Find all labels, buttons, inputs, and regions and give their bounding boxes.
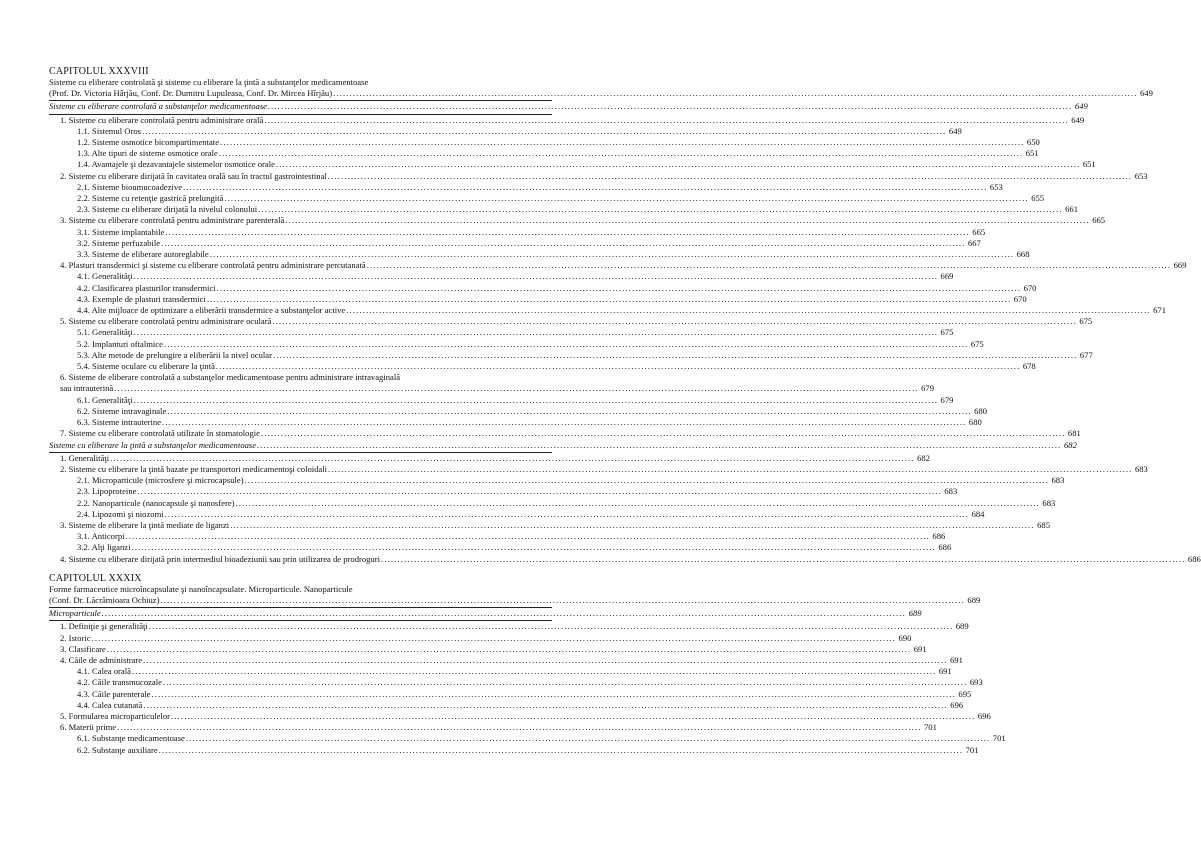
page-number: 678 <box>1022 361 1036 372</box>
toc-entry <box>49 417 982 428</box>
entry-text: 3.1. Sisteme implantabile <box>77 226 165 237</box>
dot-leader <box>163 677 966 688</box>
entry-text: 4. Căile de administrare <box>60 654 143 665</box>
dot-leader <box>367 260 1170 271</box>
entry-text: 3.1. Anticorpi <box>77 531 125 542</box>
dot-leader <box>152 689 955 700</box>
page-number: 665 <box>972 226 986 237</box>
toc-entry <box>49 114 1085 126</box>
toc-entry <box>49 361 1036 372</box>
entry-text: 1.1. Sistemul Oros <box>77 125 141 136</box>
entry-text: Microparticule <box>49 608 101 619</box>
page-number: 650 <box>1026 137 1040 148</box>
entry-text: 4.1. Calea orală <box>77 666 131 677</box>
chapter-authors <box>49 594 981 606</box>
toc-entry <box>49 260 1187 271</box>
entry-text: 2.1. Microparticule (microsfere şi microcapsule) <box>77 475 244 486</box>
dot-leader <box>165 509 968 520</box>
toc-entry <box>49 394 954 406</box>
dot-leader <box>183 182 986 193</box>
dot-leader <box>117 722 920 733</box>
page-number: 683 <box>1051 475 1065 486</box>
entry-text: 5.3. Alte metode de prelungire a eliberării la nivel ocular <box>77 349 272 360</box>
dot-leader <box>107 644 910 655</box>
chapter-subtitle: Sisteme cu eliberare controlată şi sisteme cu eliberare la ţintă a substanţelor medicamentoase <box>49 77 369 87</box>
page-number: 653 <box>1134 170 1148 181</box>
dot-leader <box>92 633 895 644</box>
dot-leader <box>132 666 935 677</box>
toc-entry <box>49 463 1148 475</box>
entry-text: 3. Sisteme de eliberare la ţintă mediate de liganzi <box>60 519 230 530</box>
entry-text: 2.2. Nanoparticule (nanocapsule şi nanosfere) <box>77 497 235 508</box>
toc-entry <box>49 215 1106 226</box>
section-heading <box>49 439 1077 451</box>
page-number: 685 <box>1037 519 1050 530</box>
toc-entry <box>49 249 1030 260</box>
toc-entry <box>49 148 1039 159</box>
toc-entry <box>49 621 969 632</box>
page-number: 686 <box>1187 553 1201 564</box>
toc-entry <box>49 293 1027 305</box>
toc-entry <box>49 237 981 249</box>
toc-entry <box>49 226 986 238</box>
dot-leader <box>258 204 1061 215</box>
entry-text: 5. Sisteme cu eliberare controlată pentru administrare oculară <box>60 316 272 327</box>
chapter-title: CAPITOLUL XXXIX <box>49 572 142 584</box>
toc-entry <box>49 193 1045 204</box>
entry-text: 5.2. Implanturi oftalmice <box>77 338 163 349</box>
toc-entry <box>49 542 952 553</box>
dot-leader <box>216 361 1019 372</box>
page-number: 696 <box>950 699 964 710</box>
page-number: 691 <box>950 654 963 665</box>
entry-text: 1.2. Sisteme osmotice bicompartimentate <box>77 137 220 148</box>
dot-leader <box>257 440 1060 451</box>
page-number: 669 <box>940 271 954 282</box>
toc-entry <box>49 428 1081 439</box>
entry-text: 2.3. Sisteme cu eliberare dirijată la nivelul colonului <box>77 204 258 215</box>
toc-entry <box>49 699 964 711</box>
page-number: 665 <box>1092 215 1106 226</box>
toc-entry <box>49 486 958 497</box>
entry-text: 3. Clasificare <box>60 643 106 654</box>
entry-text: 2. Sisteme cu eliberare la ţintă bazate pe transportori medicamentoşi coloidali <box>60 463 328 474</box>
dot-leader <box>285 215 1088 226</box>
toc-entry <box>49 170 1148 182</box>
dot-leader <box>171 711 974 722</box>
chapter-title: CAPITOLUL XXXVIII <box>49 66 149 77</box>
dot-leader <box>159 745 962 756</box>
dot-leader <box>333 88 1136 99</box>
entry-text: 5.4. Sisteme oculare cu eliberare la ţintă <box>77 361 215 372</box>
entry-text: 2.4. Lipozomi şi niozomi <box>77 508 164 519</box>
dot-leader <box>160 595 963 606</box>
toc-entry <box>49 666 952 677</box>
dot-leader <box>149 621 952 632</box>
page-number: 695 <box>958 688 972 699</box>
toc-entry <box>49 531 946 542</box>
toc-entry <box>49 159 1096 170</box>
toc-entry <box>49 519 1050 531</box>
page-number: 683 <box>1134 463 1148 474</box>
page-number: 696 <box>977 710 991 721</box>
entry-text: 4. Plasturi transdermici şi sisteme cu eliberare controlată pentru administrare percutanată <box>60 260 366 271</box>
toc-entry <box>49 405 988 417</box>
toc-entry <box>49 452 930 464</box>
page-number: 670 <box>1023 282 1037 293</box>
dot-leader <box>126 531 929 542</box>
dot-leader <box>143 655 946 666</box>
dot-leader <box>134 271 937 282</box>
page-number: 701 <box>992 733 1006 744</box>
entry-text: 6. Materii prime <box>60 722 117 733</box>
dot-leader <box>224 193 1027 204</box>
entry-text: 4.2. Clasificarea plasturilor transdermici <box>77 282 216 293</box>
page-number: 701 <box>965 744 979 755</box>
entry-text: 6.2. Sisteme intravaginale <box>77 405 167 416</box>
entry-text: 5.1. Generalităţi <box>77 327 133 338</box>
page-number: 690 <box>898 632 912 643</box>
page-number: 670 <box>1013 293 1027 304</box>
dot-leader <box>102 608 905 619</box>
dot-leader <box>346 305 1149 316</box>
toc-entry <box>49 349 1093 361</box>
toc-entry <box>49 722 937 733</box>
entry-text: 4.2. Căile transmucozale <box>77 677 162 688</box>
page-number: 682 <box>1064 439 1077 450</box>
chapter-authors <box>49 88 1153 99</box>
toc-entry <box>49 204 1078 215</box>
toc-entry <box>49 497 1056 509</box>
entry-text: 1.4. Avantajele şi dezavantajele sistemelor osmotice orale <box>77 159 275 170</box>
toc-entry <box>49 475 1065 486</box>
dot-leader <box>230 520 1033 531</box>
chapter-subtitle: Forme farmaceutice microîncapsulate şi nanoîncapsulate. Microparticule. Nanoparticule <box>49 583 353 594</box>
page-number: 701 <box>924 722 937 733</box>
entry-text: 4.1. Generalităţi <box>77 271 133 282</box>
entry-text: 2.2. Sisteme cu retenţie gastrică prelungită <box>77 193 224 204</box>
page-number: 675 <box>970 338 984 349</box>
entry-text: 2. Sisteme cu eliberare dirijată în cavitatea orală sau în tractul gastrointestinal <box>60 170 327 181</box>
section-heading <box>49 608 922 619</box>
page-number: 653 <box>989 181 1003 192</box>
dot-leader <box>134 395 937 406</box>
page-number: 682 <box>917 452 930 463</box>
entry-text: sau intrauterină <box>60 383 114 394</box>
dot-leader <box>236 498 1039 509</box>
page-number: 683 <box>944 486 958 497</box>
entry-text: 6.2. Substanţe auxiliare <box>77 744 158 755</box>
toc-entry <box>49 137 1040 148</box>
toc-entry <box>49 305 1167 316</box>
dot-leader <box>131 542 934 553</box>
entry-text: 3.2. Alţi liganzi <box>77 542 131 553</box>
dot-leader <box>273 350 1076 361</box>
page-number: 671 <box>1153 305 1167 316</box>
toc-entry <box>49 271 954 282</box>
toc-entry <box>49 733 1006 744</box>
entry-text: 1. Definiţie şi generalităţi <box>60 621 148 632</box>
dot-leader <box>167 406 970 417</box>
page-number: 651 <box>1082 159 1096 170</box>
entry-text: 2.3. Lipoproteine <box>77 486 137 497</box>
page-number: 649 <box>1071 114 1085 125</box>
dot-leader <box>161 238 964 249</box>
entry-text: 1. Sisteme cu eliberare controlată pentru administrare orală <box>60 114 264 125</box>
dot-leader <box>110 453 913 464</box>
entry-text: 1.3. Alte tipuri de sisteme osmotice orale <box>77 148 218 159</box>
entry-text: 2. Istoric <box>60 632 91 643</box>
toc-entry <box>49 338 984 350</box>
page-number: 693 <box>969 677 983 688</box>
entry-text: 4. Sisteme cu eliberare dirijată prin intermediul bioadeziunii sau prin utilizarea de prodroguri <box>60 553 381 564</box>
page-number: 684 <box>971 508 985 519</box>
page-number: 668 <box>1016 249 1030 260</box>
toc-entry <box>49 654 963 666</box>
entry-text: 3.2. Sisteme perfuzabile <box>77 237 161 248</box>
toc-entry <box>49 282 1037 294</box>
entry-text: 4.4. Alte mijloace de optimizare a eliberării transdermice a substanţelor active <box>77 305 346 316</box>
entry-text: 4.3. Căile parenterale <box>77 688 151 699</box>
toc-entry <box>49 744 979 756</box>
page-number: 669 <box>1173 260 1187 271</box>
page-number: 679 <box>940 394 954 405</box>
toc-entry <box>49 372 552 383</box>
dot-leader <box>328 171 1131 182</box>
page-number: 675 <box>1079 316 1093 327</box>
toc-entry <box>49 677 983 688</box>
entry-text: 2.1. Sisteme bioumucoadezive <box>77 181 183 192</box>
page-number: 651 <box>1025 148 1039 159</box>
entry-text: 6.3. Sisteme intrauterine <box>77 417 162 428</box>
entry-text: 4.3. Exemple de plasturi transdermici <box>77 293 206 304</box>
page-number: 689 <box>967 594 981 605</box>
page-number: 649 <box>1074 101 1088 112</box>
page-number: 689 <box>908 608 922 619</box>
toc-entry <box>49 508 985 520</box>
entry-text: (Prof. Dr. Victoria Hârjău, Conf. Dr. Dumitru Lupuleasa, Conf. Dr. Mircea Hîrjău) <box>49 88 333 99</box>
dot-leader <box>165 227 968 238</box>
dot-leader <box>164 339 967 350</box>
toc-entry <box>49 710 991 722</box>
page-number: 661 <box>1065 204 1078 215</box>
entry-text: 3.3. Sisteme de eliberare autoreglabile <box>77 249 209 260</box>
page-number: 649 <box>1140 88 1153 99</box>
entry-text: 5. Formularea microparticulelor <box>60 710 171 721</box>
entry-text: 3. Sisteme cu eliberare controlată pentru administrare parenterală <box>60 215 285 226</box>
page-number: 679 <box>921 383 935 394</box>
page-number: 680 <box>968 417 982 428</box>
dot-leader <box>210 249 1013 260</box>
chapter-gap <box>49 565 552 573</box>
toc-entry <box>49 327 954 338</box>
dot-leader <box>162 417 965 428</box>
dot-leader <box>220 137 1023 148</box>
toc-entry <box>49 688 972 700</box>
entry-text: (Conf. Dr. Lăcrămioara Ochiuz) <box>49 594 160 605</box>
section-heading <box>49 101 1088 112</box>
dot-leader <box>207 294 1010 305</box>
entry-text: 6. Sisteme de eliberare controlată a substanţelor medicamentoase pentru administrare intravaginală <box>60 372 401 383</box>
table-of-contents <box>49 66 1201 756</box>
dot-leader <box>328 464 1131 475</box>
page-number: 667 <box>967 237 981 248</box>
toc-entry <box>49 383 935 394</box>
toc-entry <box>49 643 927 655</box>
toc-entry <box>49 553 1201 565</box>
dot-leader <box>143 700 946 711</box>
page-number: 677 <box>1079 349 1093 360</box>
toc-entry <box>49 181 1003 193</box>
toc-entry <box>49 125 962 137</box>
dot-leader <box>134 327 937 338</box>
page-number: 689 <box>955 621 969 632</box>
toc-entry <box>49 632 912 644</box>
page-number: 681 <box>1067 428 1081 439</box>
dot-leader <box>186 733 989 744</box>
page-number: 691 <box>913 643 927 654</box>
dot-leader <box>142 126 945 137</box>
dot-leader <box>219 148 1022 159</box>
entry-text: 6.1. Substanţe medicamentoase <box>77 733 185 744</box>
page-number: 683 <box>1042 497 1056 508</box>
entry-text: 6.1. Generalităţi <box>77 394 133 405</box>
dot-leader <box>264 115 1067 126</box>
dot-leader <box>261 428 1064 439</box>
entry-text: Sisteme cu eliberare controlată a substanţelor medicamentoase <box>49 101 267 112</box>
page-number: 655 <box>1031 193 1045 204</box>
entry-text: Sisteme cu eliberare la ţintă a substanţelor medicamentoase <box>49 439 257 450</box>
toc-entry <box>49 316 1093 327</box>
page-number: 686 <box>932 531 946 542</box>
entry-text: 7. Sisteme cu eliberare controlată utilizate în stomatologie <box>60 428 260 439</box>
dot-leader <box>381 554 1184 565</box>
entry-text: 4.4. Calea cutanată <box>77 699 143 710</box>
dot-leader <box>276 159 1079 170</box>
dot-leader <box>268 101 1071 112</box>
dot-leader <box>114 383 917 394</box>
page-number: 680 <box>974 405 988 416</box>
page-number: 691 <box>938 666 952 677</box>
dot-leader <box>272 316 1075 327</box>
page-number: 675 <box>940 327 954 338</box>
dot-leader <box>137 486 940 497</box>
page-number: 686 <box>938 542 952 553</box>
dot-leader <box>217 283 1020 294</box>
entry-text: 1. Generalităţi <box>60 452 110 463</box>
page-number: 649 <box>948 125 962 136</box>
dot-leader <box>245 475 1048 486</box>
